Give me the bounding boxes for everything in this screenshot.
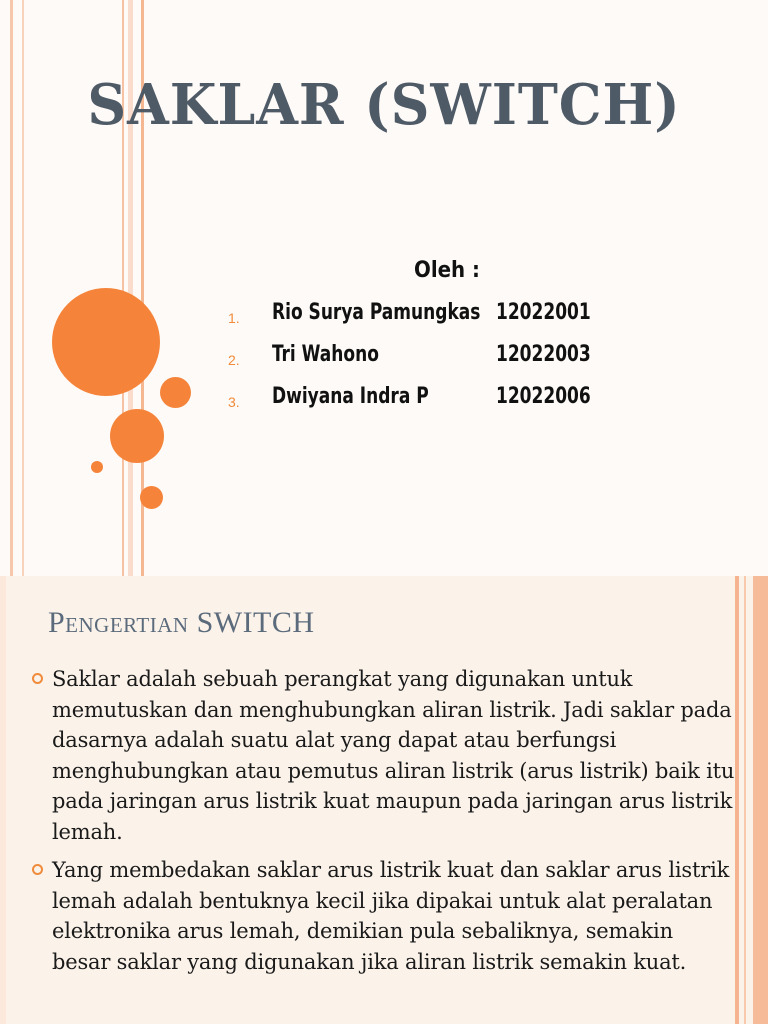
decorative-circle	[140, 486, 163, 509]
bullet-item	[30, 664, 735, 847]
author-name: Dwiyana Indra P	[272, 384, 429, 409]
decorative-circle	[91, 461, 103, 473]
decorative-stripe	[0, 576, 6, 1024]
author-name: Tri Wahono	[272, 342, 379, 367]
decorative-stripe	[753, 576, 768, 1024]
list-number: 3.	[228, 394, 240, 410]
author-id: 12022001	[496, 300, 591, 325]
decorative-circle	[52, 288, 160, 396]
author-id: 12022003	[496, 342, 591, 367]
slide-title: SAKLAR (SWITCH)	[87, 72, 681, 138]
decorative-circle	[110, 409, 164, 463]
bullet-item	[30, 855, 735, 977]
bullet-circle-icon	[32, 864, 43, 875]
bullet-circle-icon	[32, 673, 43, 684]
author-name: Rio Surya Pamungkas	[272, 300, 481, 325]
bullet-text: Saklar adalah sebuah perangkat yang digunakan untuk memutuskan dan menghubungkan aliran listrik. Jadi saklar pada dasarnya adalah suatu alat yang dapat atau berfungsi menghubungkan atau pemutus aliran listrik (arus listrik) baik itu pada jaringan arus listrik kuat maupun pada jaringan arus listrik lemah.	[52, 667, 735, 844]
content-slide	[0, 576, 768, 1024]
decorative-stripe	[10, 0, 13, 576]
by-label: Oleh :	[414, 258, 480, 283]
decorative-stripe	[744, 576, 746, 1024]
list-number: 2.	[228, 352, 240, 368]
list-number: 1.	[228, 310, 240, 326]
decorative-circle	[160, 377, 191, 408]
decorative-stripe	[735, 576, 739, 1024]
section-title: Pengertian SWITCH	[48, 606, 315, 639]
bullet-list	[30, 664, 735, 985]
author-id: 12022006	[496, 384, 591, 409]
bullet-text: Yang membedakan saklar arus listrik kuat dan saklar arus listrik lemah adalah bentuknya kecil jika dipakai untuk alat peralatan elektronika arus lemah, demikian pula sebaliknya, semakin besar saklar yang digunakan jika aliran listrik semakin kuat.	[52, 858, 730, 974]
